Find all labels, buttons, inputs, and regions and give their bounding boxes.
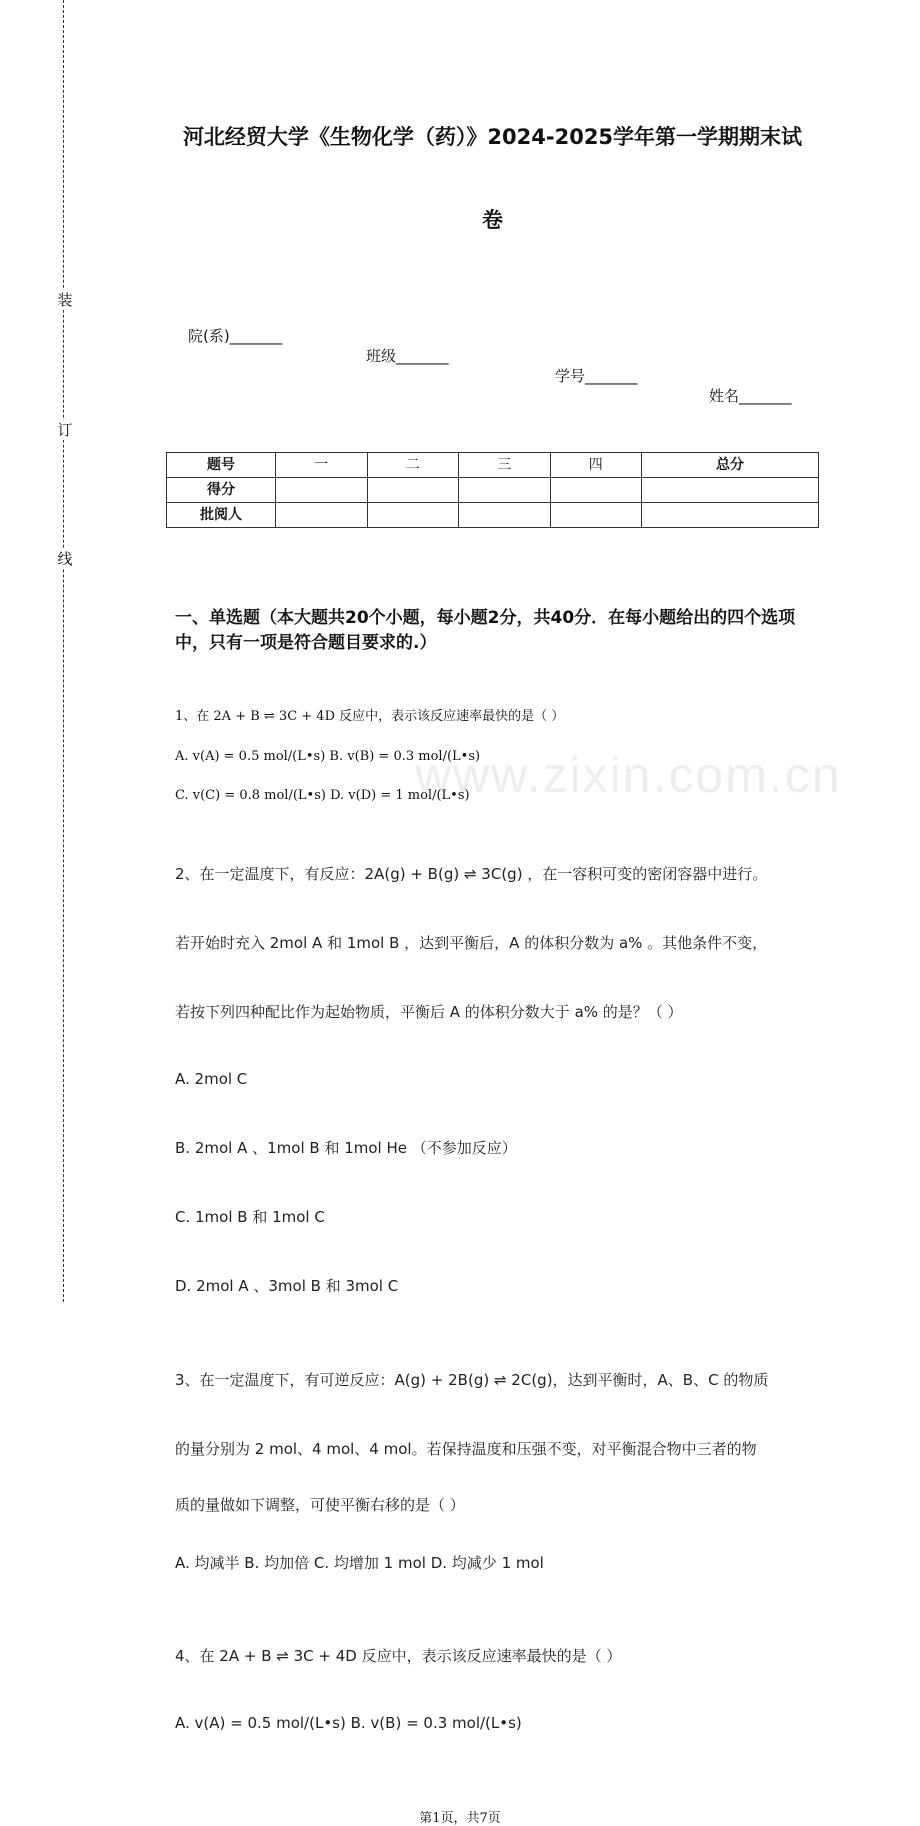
score-cell (276, 503, 368, 528)
score-table (166, 452, 819, 528)
q4-stem: 4、在 2A + B ⇌ 3C + 4D 反应中，表示该反应速率最快的是（ ） (175, 1647, 622, 1665)
q3-stem-line1: 3、在一定温度下，有可逆反应：A(g) + 2B(g) ⇌ 2C(g)，达到平衡时，A、B、C 的物质 (175, 1371, 769, 1389)
q4-options-ab: A. v(A) = 0.5 mol/(L•s) B. v(B) = 0.3 mol/(L•s) (175, 1714, 522, 1732)
score-cell (550, 478, 642, 503)
q1-options-cd: C. v(C) = 0.8 mol/(L•s) D. v(D) = 1 mol/(L•s) (175, 788, 470, 803)
score-table-row (167, 503, 819, 528)
name-field: 姓名_______ (709, 387, 792, 405)
binding-dashed-line (63, 0, 64, 1302)
exam-title-line1: 河北经贸大学《生物化学（药）》2024-2025学年第一学期期末试 (182, 125, 803, 149)
score-cell (642, 478, 819, 503)
binding-mark-ding: 订 (57, 421, 73, 439)
watermark: www.zixin.com.cn (415, 747, 842, 803)
score-cell (642, 503, 819, 528)
q2-option-c: C. 1mol B 和 1mol C (175, 1208, 325, 1226)
college-field: 院(系)_______ (188, 327, 283, 345)
student-id-field: 学号_______ (555, 367, 638, 385)
score-table-header-cell: 总分 (642, 453, 819, 478)
q3-options: A. 均减半 B. 均加倍 C. 均增加 1 mol D. 均减少 1 mol (175, 1554, 544, 1572)
binding-mark-xian: 线 (57, 550, 73, 568)
q2-stem-line1: 2、在一定温度下，有反应：2A(g) + B(g) ⇌ 3C(g) ，在一容积可变的密闭容器中进行。 (175, 865, 768, 883)
q1-options-ab: A. v(A) = 0.5 mol/(L•s) B. v(B) = 0.3 mol/(L•s) (175, 749, 481, 764)
q1-stem: 1、在 2A + B ⇌ 3C + 4D 反应中，表示该反应速率最快的是（ ） (175, 709, 565, 724)
binding-mark-zhuang: 装 (57, 291, 73, 309)
score-table-header-cell: 四 (550, 453, 642, 478)
q2-option-a: A. 2mol C (175, 1070, 248, 1088)
section-heading: 一、单选题（本大题共20个小题，每小题2分，共40分．在每小题给出的四个选项中，只有一项是符合题目要求的.） (175, 608, 796, 653)
score-cell (367, 503, 459, 528)
q2-option-b: B. 2mol A 、1mol B 和 1mol He （不参加反应） (175, 1139, 517, 1157)
score-table-header-row (167, 453, 819, 478)
score-table-header-cell: 一 (276, 453, 368, 478)
page-footer: 第1页，共7页 (419, 1811, 501, 1826)
score-table-header-cell: 三 (459, 453, 551, 478)
score-cell (276, 478, 368, 503)
q3-stem-line3: 质的量做如下调整，可使平衡右移的是（ ） (175, 1496, 465, 1514)
score-table-row (167, 478, 819, 503)
score-cell (550, 503, 642, 528)
q2-stem-line2: 若开始时充入 2mol A 和 1mol B ，达到平衡后，A 的体积分数为 a% 。其他条件不变， (175, 934, 768, 952)
score-table-header-cell: 题号 (167, 453, 276, 478)
score-cell (367, 478, 459, 503)
exam-title-line2: 卷 (482, 208, 503, 232)
class-field: 班级_______ (366, 347, 449, 365)
score-cell (459, 478, 551, 503)
score-row-label: 得分 (167, 478, 276, 503)
score-row-label: 批阅人 (167, 503, 276, 528)
q3-stem-line2: 的量分别为 2 mol、4 mol、4 mol。若保持温度和压强不变，对平衡混合物中三者的物 (175, 1440, 757, 1458)
q2-option-d: D. 2mol A 、3mol B 和 3mol C (175, 1277, 399, 1295)
score-table-header-cell: 二 (367, 453, 459, 478)
score-cell (459, 503, 551, 528)
q2-stem-line3: 若按下列四种配比作为起始物质，平衡后 A 的体积分数大于 a% 的是？（ ） (175, 1003, 683, 1021)
